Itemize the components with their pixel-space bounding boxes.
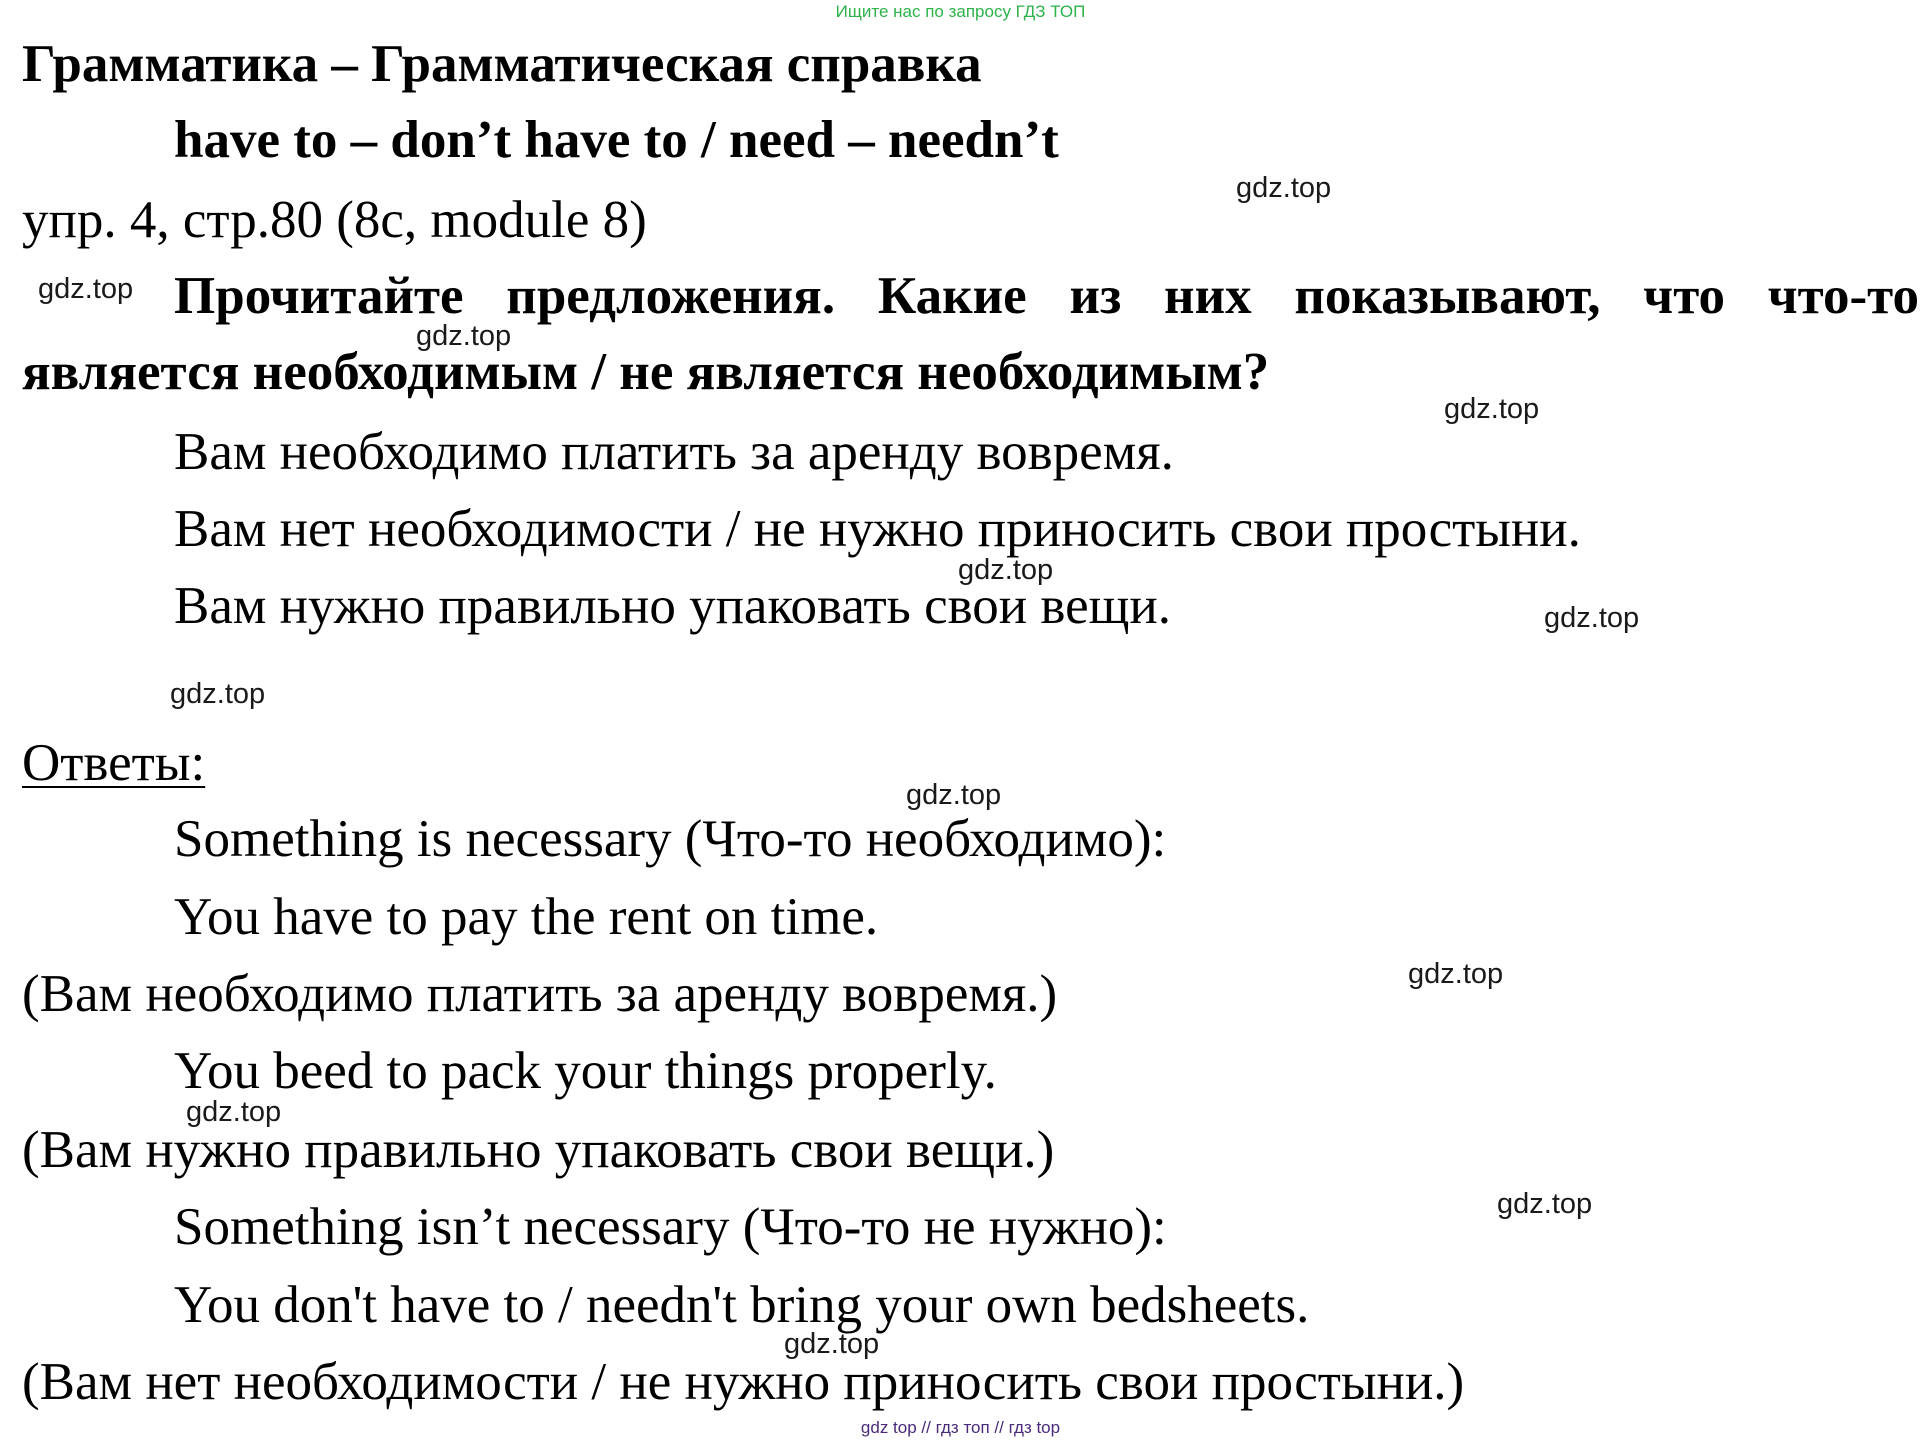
watermark: gdz.top <box>1497 1188 1593 1220</box>
answer-necessary-1-ru: (Вам необходимо платить за аренду вовремя.) <box>22 965 1058 1023</box>
watermark: gdz.top <box>416 320 512 352</box>
task-line-2: является необходимым / не является необходимым? <box>22 343 1270 401</box>
answer-necessary-heading: Something is necessary (Что-то необходимо): <box>174 810 1167 868</box>
watermark: gdz.top <box>186 1096 282 1128</box>
bottom-banner: gdz top // гдз топ // гдз top <box>860 1418 1061 1437</box>
sentence-1: Вам необходимо платить за аренду вовремя. <box>174 423 1174 481</box>
answer-not-necessary-heading: Something isn’t necessary (Что-то не нужно): <box>174 1198 1167 1256</box>
watermark: gdz.top <box>170 678 266 710</box>
answer-not-necessary-1-en: You don't have to / needn't bring your own bedsheets. <box>174 1276 1310 1334</box>
top-banner: Ищите нас по запросу ГДЗ ТОП <box>835 2 1086 21</box>
watermark: gdz.top <box>906 779 1002 811</box>
watermark: gdz.top <box>1236 172 1332 204</box>
answer-necessary-1-en: You have to pay the rent on time. <box>174 888 879 946</box>
watermark: gdz.top <box>38 273 134 305</box>
page-subtitle: have to – don’t have to / need – needn’t <box>174 111 1059 169</box>
task-line-1: Прочитайте предложения. Какие из них показывают, что что-то <box>174 267 1919 325</box>
watermark: gdz.top <box>1408 958 1504 990</box>
answer-not-necessary-1-ru: (Вам нет необходимости / не нужно приносить свои простыни.) <box>22 1353 1465 1411</box>
answers-heading: Ответы: <box>22 734 206 792</box>
answer-necessary-2-ru: (Вам нужно правильно упаковать свои вещи.) <box>22 1121 1055 1179</box>
exercise-reference: упр. 4, стр.80 (8c, module 8) <box>22 191 647 249</box>
sentence-3: Вам нужно правильно упаковать свои вещи. <box>174 577 1172 635</box>
watermark: gdz.top <box>1544 602 1640 634</box>
watermark: gdz.top <box>958 554 1054 586</box>
sentence-2: Вам нет необходимости / не нужно приносить свои простыни. <box>174 500 1581 558</box>
watermark: gdz.top <box>1444 393 1540 425</box>
watermark: gdz.top <box>784 1328 880 1360</box>
page-title: Грамматика – Грамматическая справка <box>22 35 982 93</box>
answer-necessary-2-en: You beed to pack your things properly. <box>174 1042 997 1100</box>
